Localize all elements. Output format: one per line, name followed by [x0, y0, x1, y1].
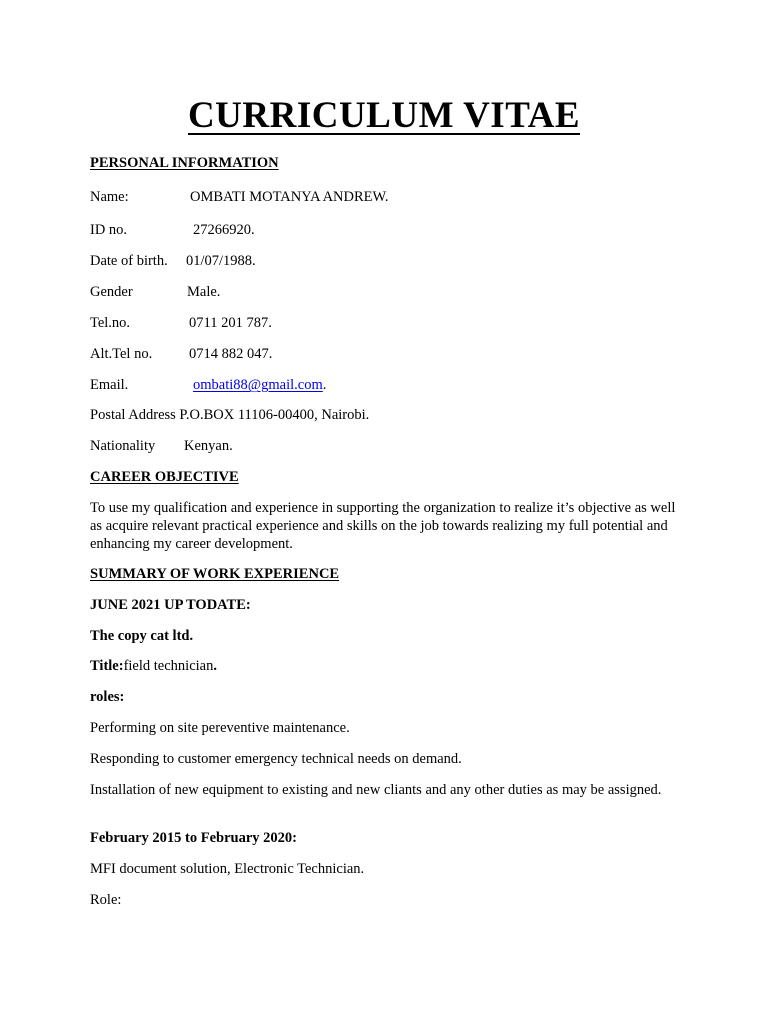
job1-role-item: Responding to customer emergency technical needs on demand.: [90, 751, 462, 767]
gender-value: Male.: [187, 284, 221, 300]
tel-label: Tel.no.: [90, 315, 131, 331]
gender-label: Gender: [90, 284, 133, 300]
gender-row: [90, 283, 221, 301]
job2-company: MFI document solution, Electronic Technician.: [90, 861, 365, 877]
nationality-row: [90, 437, 233, 455]
job1-roles-label: roles:: [90, 689, 125, 705]
name-label: Name:: [90, 189, 129, 205]
alt-tel-row: [90, 345, 273, 363]
email-label: Email.: [90, 377, 129, 393]
alt-tel-value: 0714 882 047.: [189, 346, 273, 362]
email-suffix: .: [322, 377, 327, 393]
id-value: 27266920.: [193, 222, 255, 238]
job1-role-item: Installation of new equipment to existing and new cliants and any other duties as may be assigned.: [90, 782, 662, 798]
nationality-value: Kenyan.: [184, 438, 233, 454]
id-label: ID no.: [90, 222, 128, 238]
job1-company: The copy cat ltd.: [90, 628, 194, 644]
career-objective-text: To use my qualification and experience in supporting the organization to realize it’s objective as well as acquire relevant practical experience and skills on the job towards realizing my full potential and enhancing my career development.: [90, 500, 676, 552]
postal-address: Postal Address P.O.BOX 11106-00400, Nairobi.: [90, 407, 370, 423]
alt-tel-label: Alt.Tel no.: [90, 346, 153, 362]
job2-role-label: Role:: [90, 892, 122, 908]
work-experience-heading: SUMMARY OF WORK EXPERIENCE: [90, 566, 340, 582]
job1-title-label: Title:: [90, 658, 124, 674]
id-row: [90, 221, 255, 239]
job1-title-value: field technician: [123, 658, 214, 674]
personal-info-heading: PERSONAL INFORMATION: [90, 155, 279, 171]
name-row: [90, 188, 389, 206]
name-value: OMBATI MOTANYA ANDREW.: [190, 189, 389, 205]
nationality-label: Nationality: [90, 438, 156, 454]
job1-title-end: .: [213, 658, 217, 674]
dob-row: [90, 252, 256, 270]
document-title: CURRICULUM VITAE: [187, 95, 581, 136]
tel-row: [90, 314, 272, 332]
email-link[interactable]: ombati88@gmail.com: [193, 377, 323, 393]
email-value-wrap: [193, 376, 326, 394]
career-objective-heading: CAREER OBJECTIVE: [90, 469, 239, 485]
job1-period: JUNE 2021 UP TODATE:: [90, 597, 251, 613]
email-row: [90, 376, 327, 394]
dob-label: Date of birth.: [90, 253, 168, 269]
job1-title-row: [90, 657, 217, 675]
dob-value: 01/07/1988.: [186, 253, 256, 269]
job1-role-item: Performing on site pereventive maintenance.: [90, 720, 350, 736]
job2-period: February 2015 to February 2020:: [90, 830, 297, 846]
tel-value: 0711 201 787.: [189, 315, 272, 331]
